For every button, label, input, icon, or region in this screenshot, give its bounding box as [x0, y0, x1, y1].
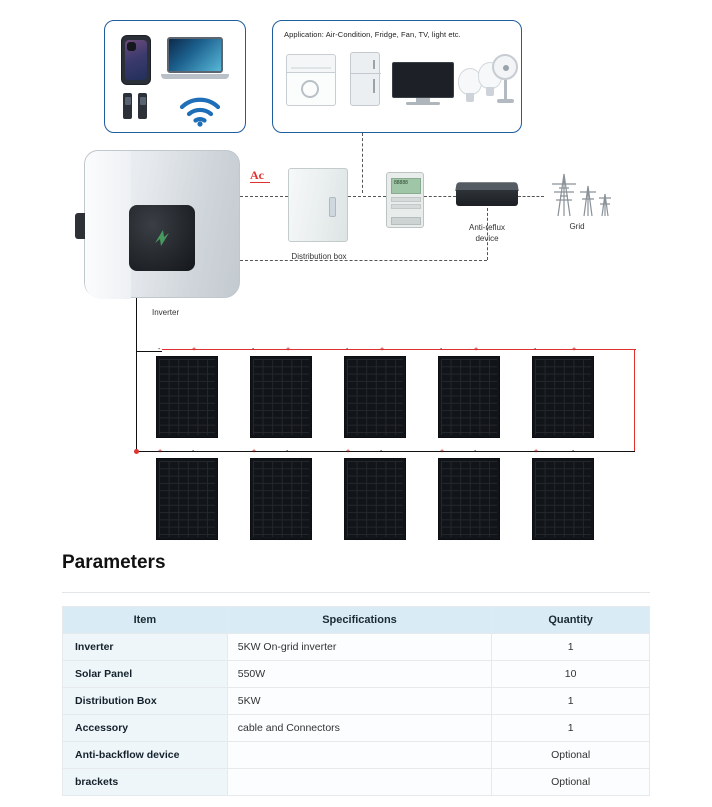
meter-display: 88888	[391, 178, 421, 194]
panel-cells	[253, 359, 309, 435]
cell-qty: Optional	[492, 742, 650, 769]
stand-fan-icon	[490, 54, 520, 106]
laptop-base	[161, 74, 229, 79]
panel-polarity-plus: +	[346, 448, 351, 455]
monitoring-module-icon	[138, 93, 147, 119]
distribution-box-device	[288, 168, 348, 242]
cell-item: brackets	[63, 769, 228, 796]
table-row	[63, 634, 650, 661]
dashed-link-inverter-to-distribution	[240, 196, 288, 197]
fridge-icon	[350, 52, 380, 106]
anti-reflux-label-line2: device	[475, 234, 499, 243]
dc-wire-left-vertical	[136, 351, 137, 452]
inverter-front-panel	[129, 205, 195, 271]
page-title: Parameters	[62, 552, 166, 573]
cell-item: Accessory	[63, 715, 228, 742]
panel-polarity-minus: -	[572, 448, 575, 455]
table-row	[63, 688, 650, 715]
column-header-item: Item	[63, 607, 228, 634]
table-row	[63, 715, 650, 742]
panel-cells	[159, 359, 215, 435]
cell-item: Distribution Box	[63, 688, 228, 715]
panel-polarity-minus: -	[252, 346, 255, 353]
meter-row	[391, 197, 421, 202]
panel-polarity-plus: +	[474, 346, 479, 353]
cell-qty: 1	[492, 634, 650, 661]
solar-panel	[156, 458, 218, 540]
fan-pole	[504, 80, 507, 100]
cell-spec: 5KW	[227, 688, 492, 715]
meter-row	[391, 204, 421, 209]
column-header-quantity: Quantity	[492, 607, 650, 634]
cell-item: Anti-backflow device	[63, 742, 228, 769]
panel-polarity-minus: -	[440, 346, 443, 353]
dashed-link-app-to-ac-line	[362, 133, 363, 193]
panel-polarity-minus: -	[158, 346, 161, 353]
dc-series-wire-right-vertical	[634, 349, 635, 452]
fridge-handle	[373, 79, 375, 93]
panel-polarity-minus: -	[534, 346, 537, 353]
panel-polarity-plus: +	[252, 448, 257, 455]
anti-reflux-label-line1: Anti-reflux	[468, 223, 505, 232]
ac-underline	[250, 182, 270, 183]
dashed-link-meter-to-antireflux	[424, 196, 456, 197]
solar-panel	[532, 458, 594, 540]
dc-series-wire-row2	[158, 451, 598, 452]
cell-item: Inverter	[63, 634, 228, 661]
panel-polarity-plus: +	[158, 448, 163, 455]
divider	[62, 592, 650, 593]
energy-meter-device	[386, 172, 424, 228]
solar-panel	[156, 356, 218, 438]
table-row	[63, 769, 650, 796]
panel-cells	[535, 461, 591, 537]
panel-polarity-minus: -	[286, 448, 289, 455]
phone-camera-icon	[127, 42, 136, 51]
cell-qty: 1	[492, 715, 650, 742]
panel-cells	[441, 359, 497, 435]
solar-panel	[250, 458, 312, 540]
panel-polarity-plus: +	[440, 448, 445, 455]
fan-head	[492, 54, 518, 80]
air-conditioner-icon	[286, 54, 336, 106]
solar-panel	[250, 356, 312, 438]
meter-terminal-block	[391, 217, 421, 225]
cell-item: Solar Panel	[63, 661, 228, 688]
cell-qty: Optional	[492, 769, 650, 796]
dc-wire-junction-dot	[134, 449, 139, 454]
grid-label: Grid	[569, 222, 585, 231]
monitoring-module-icon	[123, 93, 132, 119]
bulb-base	[466, 93, 474, 102]
cell-qty: 1	[492, 688, 650, 715]
distribution-box-label: Distribution box	[291, 252, 347, 261]
monitoring-devices-box	[104, 20, 246, 133]
panel-polarity-minus: -	[474, 448, 477, 455]
cell-spec	[227, 742, 492, 769]
inverter-side-connector	[75, 213, 85, 239]
table-header-row	[63, 607, 650, 634]
solar-panel	[344, 356, 406, 438]
panel-polarity-plus: +	[286, 346, 291, 353]
laptop-screen	[167, 37, 223, 73]
anti-reflux-body	[456, 190, 518, 206]
television-icon	[392, 62, 454, 106]
inverter-label: Inverter	[152, 308, 180, 317]
panel-polarity-plus: +	[380, 346, 385, 353]
solar-panel	[438, 356, 500, 438]
panel-cells	[347, 359, 403, 435]
panel-cells	[253, 461, 309, 537]
inverter-logo-icon	[151, 227, 173, 249]
air-conditioner-fan	[301, 80, 319, 98]
dc-series-wire-row1	[162, 349, 636, 350]
parameters-table	[62, 606, 650, 796]
cell-spec	[227, 769, 492, 796]
anti-reflux-device	[456, 182, 518, 208]
panel-polarity-plus: +	[572, 346, 577, 353]
distribution-box-handle	[329, 197, 336, 217]
panel-cells	[347, 461, 403, 537]
laptop-icon	[161, 37, 229, 85]
panel-polarity-plus: +	[192, 346, 197, 353]
panel-cells	[159, 461, 215, 537]
dashed-link-antireflux-down	[487, 208, 488, 260]
panel-polarity-minus: -	[346, 346, 349, 353]
fan-foot	[497, 99, 514, 103]
dc-wire-inverter-down	[136, 298, 137, 352]
solar-panel	[344, 458, 406, 540]
transmission-tower-icon	[540, 166, 614, 218]
cell-qty: 10	[492, 661, 650, 688]
panel-polarity-plus: +	[534, 448, 539, 455]
dashed-link-distribution-to-meter	[348, 196, 386, 197]
smartphone-icon	[121, 35, 151, 85]
dc-series-wire-row2-right	[596, 451, 635, 452]
cell-spec: cable and Connectors	[227, 715, 492, 742]
ac-label: Ac	[250, 168, 264, 182]
cell-spec: 550W	[227, 661, 492, 688]
panel-polarity-minus: -	[192, 448, 195, 455]
table-row	[63, 742, 650, 769]
meter-terminal-rows	[391, 197, 421, 211]
panel-cells	[535, 359, 591, 435]
application-note: Application: Air-Condition, Fridge, Fan, TV, light etc.	[284, 30, 461, 39]
panel-polarity-minus: -	[380, 448, 383, 455]
solar-panel	[532, 356, 594, 438]
tv-base	[406, 102, 440, 105]
air-conditioner-indoor-unit	[286, 54, 336, 73]
table-row	[63, 661, 650, 688]
solar-panel	[438, 458, 500, 540]
wifi-icon	[177, 93, 223, 127]
dc-wire-row2-left	[136, 451, 158, 452]
tv-screen	[392, 62, 454, 98]
column-header-specifications: Specifications	[227, 607, 492, 634]
inverter-device	[84, 150, 240, 298]
panel-cells	[441, 461, 497, 537]
dashed-link-antireflux-to-inverter	[240, 260, 487, 261]
cell-spec: 5KW On-grid inverter	[227, 634, 492, 661]
